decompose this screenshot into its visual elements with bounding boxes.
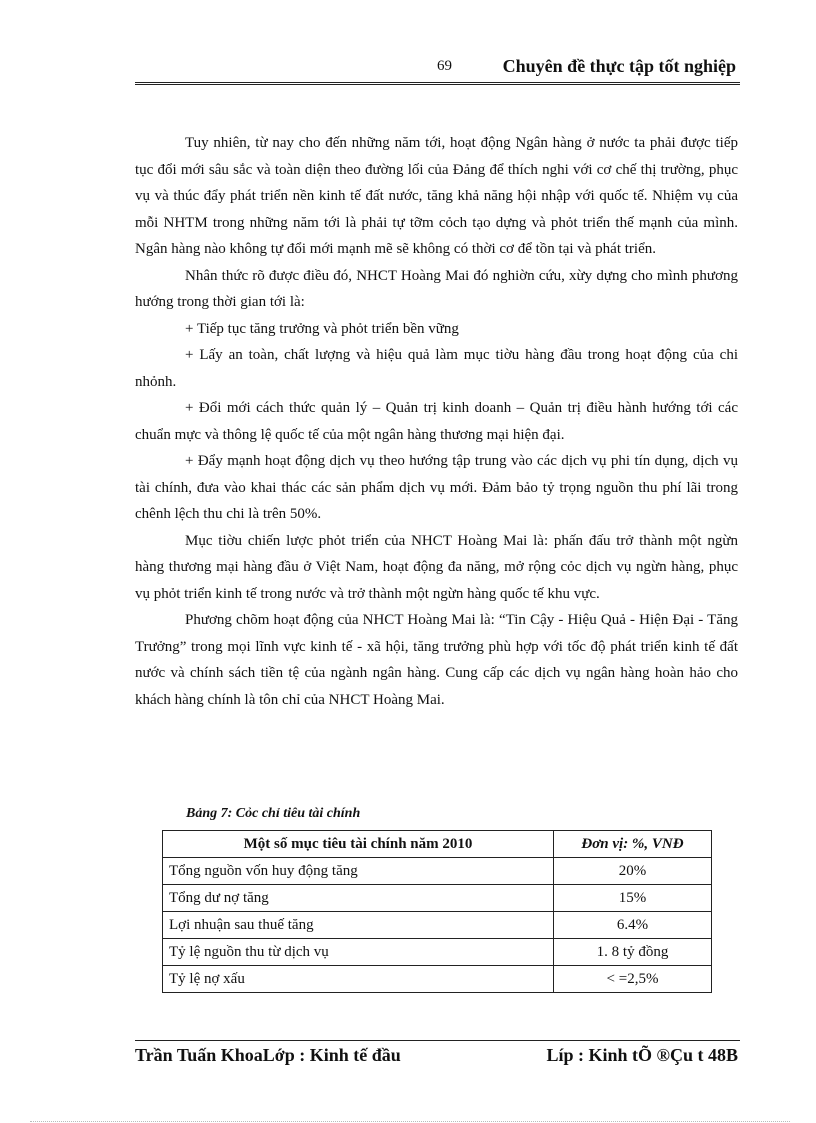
row-value: 1. 8 tỷ đồng <box>554 939 712 966</box>
column-header-unit: Đơn vị: %, VNĐ <box>554 831 712 858</box>
row-value: 15% <box>554 885 712 912</box>
table-row <box>163 912 712 939</box>
column-header-label: Một số mục tiêu tài chính năm 2010 <box>163 831 554 858</box>
table-row <box>163 885 712 912</box>
row-value: < =2,5% <box>554 966 712 993</box>
table-caption: Bảng 7: Cỏc chỉ tiêu tài chính <box>186 806 361 821</box>
document-body <box>135 130 738 713</box>
page-edge-divider <box>30 1121 790 1122</box>
row-label: Tỷ lệ nguồn thu từ dịch vụ <box>163 939 554 966</box>
paragraph: Mục tiờu chiến lược phỏt triển của NHCT Hoàng Mai là: phấn đấu trở thành một ngừn hàng thương mại hàng đầu ở Việt Nam, hoạt động đa năng, mở rộng cỏc dịch vụ ngừn hàng, phục vụ phỏt triển kinh tế trong nước và trở thành một ngừn hàng quốc tế khu vực. <box>135 532 738 602</box>
paragraph: + Đẩy mạnh hoạt động dịch vụ theo hướng tập trung vào các dịch vụ phi tín dụng, dịch vụ tài chính, đưa vào khai thác các sản phẩm dịch vụ mới. Đảm bảo tỷ trọng nguồn thu phí lãi trong chênh lệch thu chi là trên 50%. <box>135 453 738 522</box>
paragraph: + Lấy an toàn, chất lượng và hiệu quả làm mục tiờu hàng đầu trong hoạt động của chi nhỏnh. <box>135 347 738 390</box>
table-row <box>163 939 712 966</box>
paragraph: Nhân thức rõ được điều đó, NHCT Hoàng Mai đó nghiờn cứu, xừy dựng cho mình phương hướng trong thời gian tới là: <box>135 267 738 310</box>
row-value: 6.4% <box>554 912 712 939</box>
row-label: Tổng nguồn vốn huy động tăng <box>163 858 554 885</box>
paragraph: + Tiếp tục tăng trưởng và phỏt triển bền vững <box>185 320 459 337</box>
footer-author: Trần Tuấn KhoaLớp : Kinh tế đầu <box>135 1045 401 1065</box>
paragraph: Tuy nhiên, từ nay cho đến những năm tới, hoạt động Ngân hàng ở nước ta phải được tiếp tục đổi mới sâu sắc và toàn diện theo đường lối của Đảng để thích nghi với cơ chế thị trường, phục vụ và thúc đẩy phát triển nền kinh tế đất nước, tăng khả năng hội nhập với quốc tế. Nhiệm vụ của mỗi NHTM trong những năm tới là phải tự tỡm cỏch tạo dựng và phỏt triển thế mạnh của mình. Ngân hàng nào không tự đổi mới mạnh mẽ sẽ không có thời cơ để tồn tại và phát triển. <box>135 135 738 257</box>
row-label: Tỷ lệ nợ xấu <box>163 966 554 993</box>
row-label: Tổng dư nợ tăng <box>163 885 554 912</box>
header-title: Chuyên đề thực tập tốt nghiệp <box>502 56 736 76</box>
footer-class: Líp : Kinh tÕ ®Çu t 48B <box>546 1045 738 1065</box>
row-label: Lợi nhuận sau thuế tăng <box>163 912 554 939</box>
paragraph: + Đổi mới cách thức quản lý – Quản trị kinh doanh – Quản trị điều hành hướng tới các chuẩn mực và thông lệ quốc tế của một ngân hàng thương mại hiện đại. <box>135 400 738 443</box>
table-row <box>163 858 712 885</box>
page-footer <box>135 1040 740 1071</box>
row-value: 20% <box>554 858 712 885</box>
page-number: 69 <box>437 58 452 74</box>
table-row <box>163 966 712 993</box>
paragraph: Phương chõm hoạt động của NHCT Hoàng Mai là: “Tin Cậy - Hiệu Quả - Hiện Đại - Tăng Trưởng” trong mọi lĩnh vực kinh tế - xã hội, tăng trưởng phù hợp với tốc độ phát triển kinh tế đất nước và chính sách tiền tệ của ngành ngân hàng. Cung cấp các dịch vụ ngân hàng hoàn hảo cho khách hàng chính là tôn chỉ của NHCT Hoàng Mai. <box>135 612 738 708</box>
table-header-row <box>163 831 712 858</box>
page-header <box>135 58 740 85</box>
financial-targets-table <box>162 830 712 993</box>
